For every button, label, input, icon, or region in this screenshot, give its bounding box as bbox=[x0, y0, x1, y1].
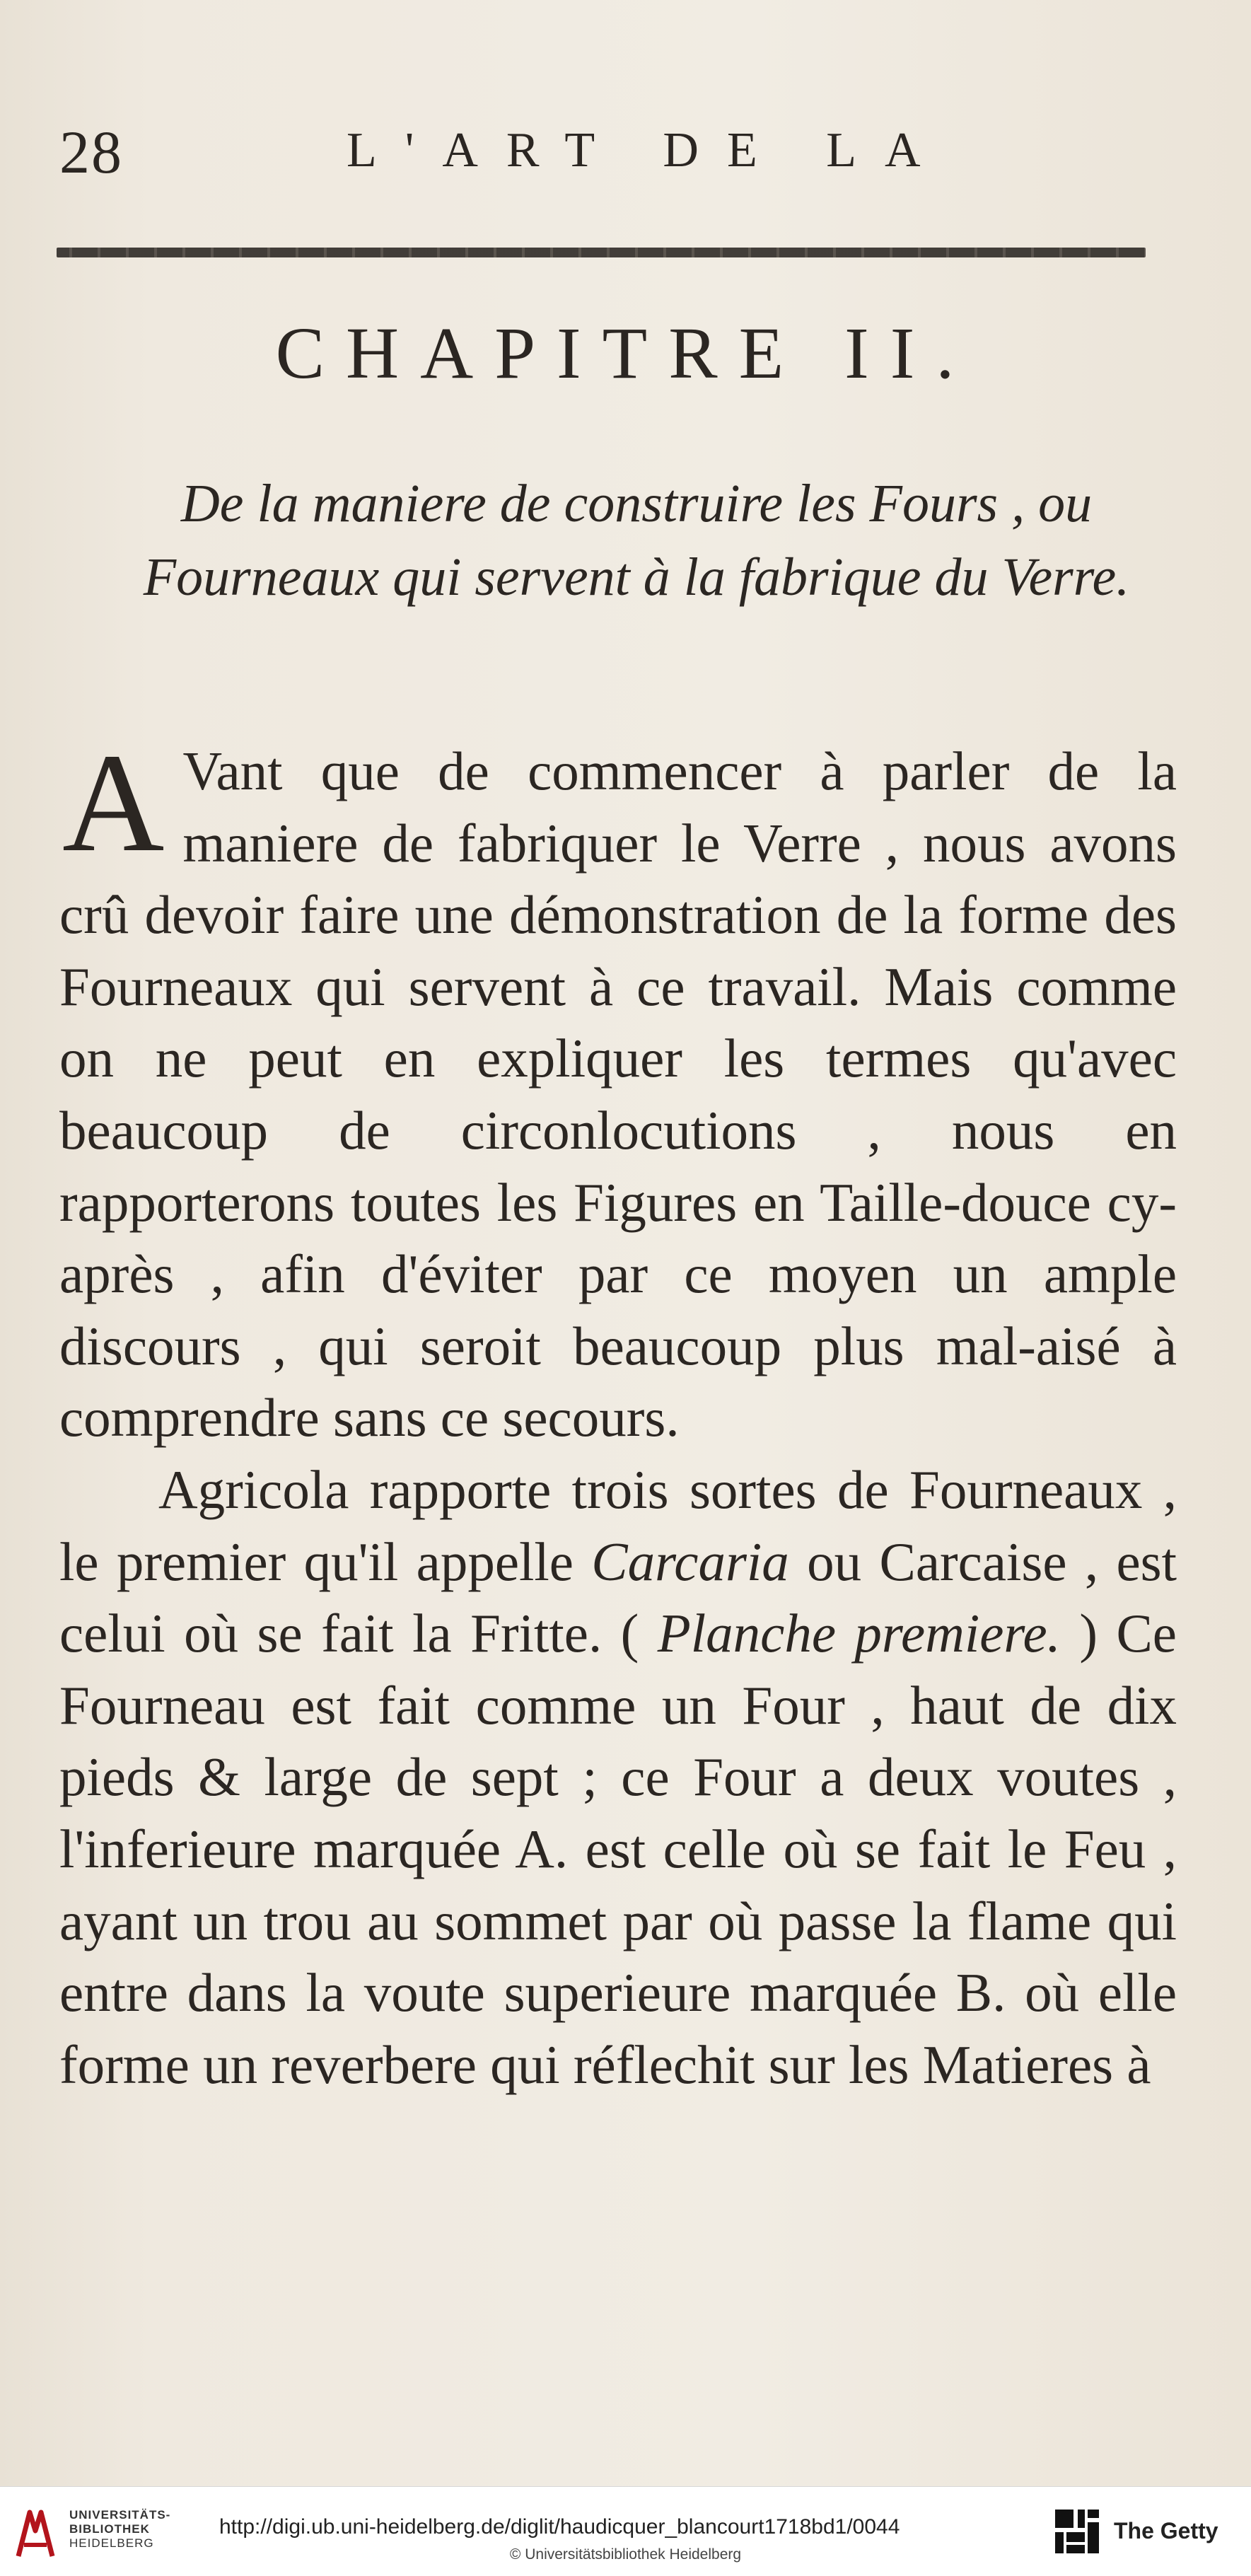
body-text bbox=[59, 725, 1177, 2101]
institution-name bbox=[69, 2508, 170, 2551]
header-rule bbox=[57, 248, 1146, 257]
paragraph-2-text-c: ) Ce Fourneau est fait comme un Four , haut de dix pieds & large de sept ; ce Four a deux voutes , l'inferieure marquée A. est celle où se fait le Feu , ayant un trou au sommet par où passe la flame qui entre dans la voute superieure marquée B. où elle forme un reverbere qui réflechit sur les Matieres à bbox=[59, 1603, 1177, 2095]
chapter-title: CHAPITRE II. bbox=[275, 313, 976, 394]
paragraph-2-italic-b: Planche premiere. bbox=[657, 1603, 1061, 1664]
partner-name: The Getty bbox=[1114, 2518, 1218, 2543]
copyright-notice: © Universitätsbibliothek Heidelberg bbox=[509, 2546, 742, 2563]
institution-line-2: BIBLIOTHEK bbox=[69, 2522, 150, 2536]
running-title: L'ART DE LA bbox=[347, 123, 949, 178]
drop-cap: A bbox=[62, 725, 165, 881]
viewer-footer bbox=[0, 2486, 1251, 2576]
running-head bbox=[57, 117, 1160, 195]
paragraph-1-text: Vant que de commencer à parler de la maniere de fabriquer le Verre , nous avons crû devoir faire une démonstration de la forme des Fourneaux qui servent à ce travail. Mais comme on ne peut en expliquer les termes qu'avec beaucoup de circonlocutions , nous en rapporterons toutes les Figures en Taille-douce cy-après , afin d'éviter par ce moyen un ample discours , qui seroit beaucoup plus mal-aisé à comprendre sans ce secours. bbox=[59, 741, 1177, 1449]
paragraph-2-text-a: Agricola rapporte trois sortes de Fourneaux , le premier qu'il appelle bbox=[59, 1458, 1177, 1592]
chapter-subtitle: De la maniere de construire les Fours , ou Fourneaux qui servent à la fabrique du Verre. bbox=[143, 474, 1130, 607]
getty-logo-icon[interactable] bbox=[1052, 2507, 1102, 2556]
paragraph-2-italic-a: Carcaria bbox=[591, 1531, 789, 1592]
paragraph-2 bbox=[59, 1454, 1177, 2101]
institution-line-1: UNIVERSITÄTS- bbox=[69, 2508, 171, 2522]
permalink-url[interactable]: http://digi.ub.uni-heidelberg.de/diglit/haudicquer_blancourt1718bd1/0044 bbox=[219, 2515, 900, 2539]
page-number: 28 bbox=[59, 118, 123, 186]
paragraph-2-text-b: ou Carcaise , est celui où se fait la Fritte. ( bbox=[59, 1531, 1177, 1664]
paragraph-1 bbox=[59, 725, 1177, 1454]
institution-line-3: HEIDELBERG bbox=[69, 2536, 154, 2550]
